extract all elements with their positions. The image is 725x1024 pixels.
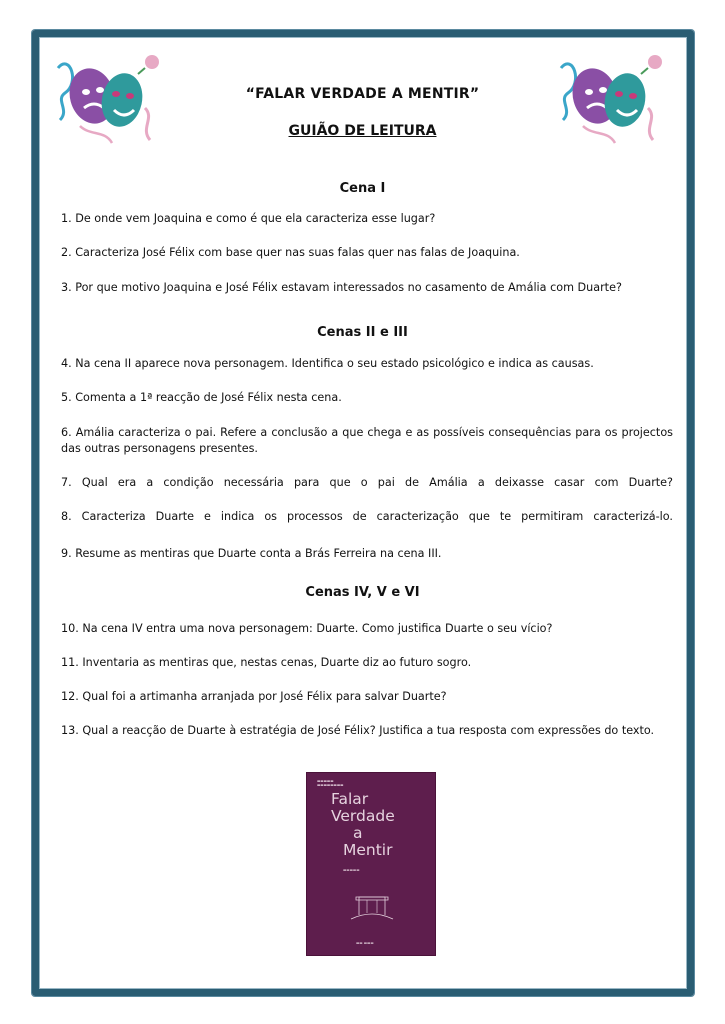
- question: 8. Caracteriza Duarte e indica os processos de caracterização que te permitiram caracterizá-lo.: [61, 510, 673, 523]
- section-title: Cena I: [339, 181, 386, 196]
- cover-small-text: ▬▬▬▬▬: [317, 779, 334, 783]
- question: 4. Na cena II aparece nova personagem. Identifica o seu estado psicológico e indica as causas.: [61, 357, 594, 370]
- book-title-line: Falar: [331, 790, 369, 808]
- question: 2. Caracteriza José Félix com base quer nas suas falas quer nas falas de Joaquina.: [61, 246, 520, 259]
- question: 9. Resume as mentiras que Duarte conta a Brás Ferreira na cena III.: [61, 547, 442, 560]
- question: 5. Comenta a 1ª reacção de José Félix nesta cena.: [61, 391, 342, 404]
- book-cover-image: [307, 773, 435, 955]
- page-subtitle: GUIÃO DE LEITURA: [288, 123, 437, 139]
- cover-small-text: ▬▬▬▬▬▬▬▬: [317, 783, 344, 787]
- book-title-line: Mentir: [343, 841, 393, 859]
- question: 1. De onde vem Joaquina e como é que ela caracteriza esse lugar?: [61, 212, 436, 225]
- publisher-logo: ▬▬ ▬▬▬: [356, 941, 374, 945]
- book-title-line: Verdade: [331, 807, 395, 825]
- stage-illustration-icon: [347, 891, 397, 923]
- question: 6. Amália caracteriza o pai. Refere a conclusão a que chega e as possíveis consequências para os projectos das outras personagens presentes.: [61, 426, 673, 455]
- section-title: Cenas II e III: [317, 325, 408, 340]
- cover-small-text: ▬▬▬▬▬: [343, 868, 360, 872]
- question: 7. Qual era a condição necessária para que o pai de Amália a deixasse casar com Duarte?: [61, 476, 673, 489]
- question: 13. Qual a reacção de Duarte à estratégia de José Félix? Justifica a tua resposta com expressões do texto.: [61, 724, 655, 737]
- book-title-line: a: [353, 824, 363, 842]
- page-title: “FALAR VERDADE A MENTIR”: [245, 86, 480, 102]
- question: 12. Qual foi a artimanha arranjada por José Félix para salvar Duarte?: [61, 690, 447, 703]
- book-title: [331, 791, 421, 859]
- question: 10. Na cena IV entra uma nova personagem: Duarte. Como justifica Duarte o seu vício?: [61, 622, 553, 635]
- question: 11. Inventaria as mentiras que, nestas cenas, Duarte diz ao futuro sogro.: [61, 656, 472, 669]
- section-title: Cenas IV, V e VI: [305, 585, 420, 600]
- question: 3. Por que motivo Joaquina e José Félix estavam interessados no casamento de Amália com Duarte?: [61, 281, 622, 294]
